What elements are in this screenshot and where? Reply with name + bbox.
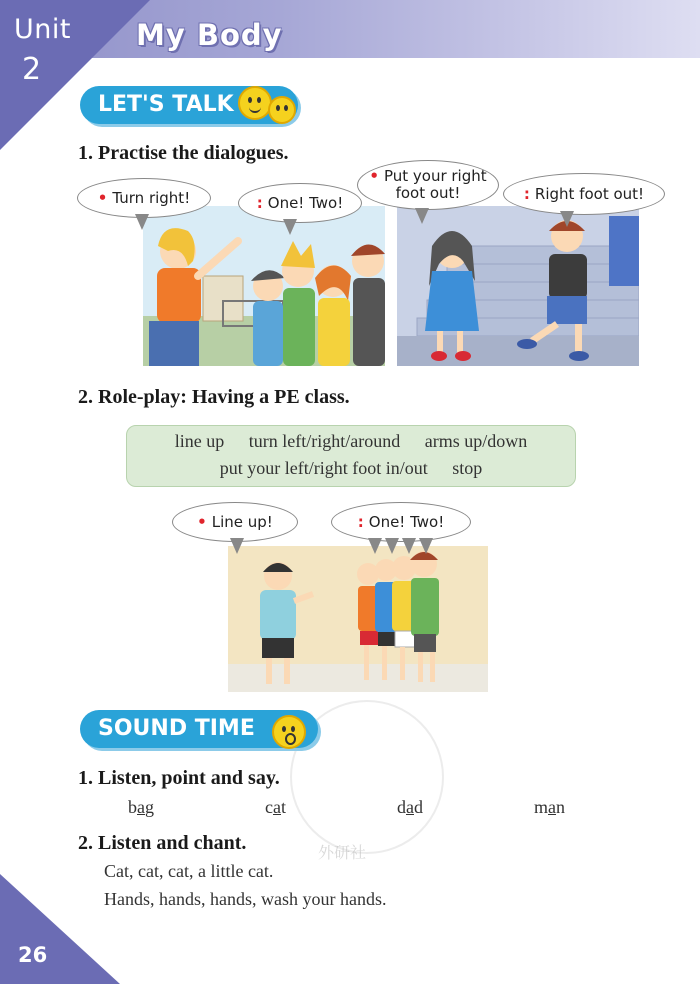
page-number: 26 bbox=[18, 943, 48, 967]
bubble-tail bbox=[560, 211, 574, 227]
bubble-text: Line up! bbox=[211, 512, 273, 531]
smiley-face-icon-2 bbox=[268, 96, 296, 124]
bubble-text: Put your right foot out! bbox=[383, 167, 487, 202]
bubble-line-up bbox=[172, 502, 298, 542]
unit-label: Unit bbox=[14, 14, 71, 45]
phrase-stop: stop bbox=[452, 458, 483, 478]
word-dad: dad bbox=[397, 797, 423, 817]
bubble-one-two-a bbox=[238, 183, 362, 223]
page-title: My Body bbox=[136, 18, 283, 52]
bubble-text: One! Two! bbox=[368, 512, 445, 531]
phrase-line-up: line up bbox=[174, 431, 225, 451]
bubble-put-foot bbox=[357, 160, 499, 210]
chant-line-1: Cat, cat, cat, a little cat. bbox=[104, 861, 274, 881]
phrase-row-1 bbox=[127, 431, 575, 452]
bubble-tail bbox=[419, 538, 433, 554]
bubble-text: One! Two! bbox=[267, 193, 344, 212]
bubble-tail bbox=[385, 538, 399, 554]
bubble-turn-right bbox=[77, 178, 211, 218]
classroom-illustration bbox=[143, 206, 385, 366]
bubble-one-two-b bbox=[331, 502, 471, 542]
surprised-face-icon bbox=[272, 715, 306, 749]
role-play-heading: 2. Role-play: Having a PE class. bbox=[78, 386, 350, 408]
stairs-illustration bbox=[397, 206, 639, 366]
bubble-tail bbox=[415, 208, 429, 224]
bubble-tail bbox=[135, 214, 149, 230]
phrase-box bbox=[126, 425, 576, 487]
word-man: man bbox=[534, 797, 566, 817]
colon-mark: : bbox=[357, 512, 364, 531]
phrase-arms: arms up/down bbox=[424, 431, 528, 451]
bubble-text: Right foot out! bbox=[534, 184, 645, 203]
scene-pe-class bbox=[228, 546, 488, 692]
listen-chant-heading: 2. Listen and chant. bbox=[78, 832, 247, 854]
scene-right-foot bbox=[397, 206, 639, 366]
phrase-foot: put your left/right foot in/out bbox=[219, 458, 428, 478]
bubble-tail bbox=[283, 219, 297, 235]
bullet-dot: • bbox=[197, 512, 207, 531]
scene-turn-right bbox=[143, 206, 385, 366]
listen-point-heading: 1. Listen, point and say. bbox=[78, 767, 280, 789]
lets-talk-label: LET'S TALK bbox=[98, 92, 234, 117]
bullet-dot: • bbox=[97, 188, 108, 207]
page-corner bbox=[0, 874, 120, 984]
watermark-text: 外研社 bbox=[318, 843, 367, 862]
practise-heading: 1. Practise the dialogues. bbox=[78, 142, 289, 164]
sound-time-label: SOUND TIME bbox=[98, 716, 255, 741]
colon-mark: : bbox=[256, 193, 263, 212]
pe-class-illustration bbox=[228, 546, 488, 692]
bubble-text: Turn right! bbox=[112, 188, 191, 207]
colon-mark: : bbox=[523, 184, 530, 203]
smiley-face-icon bbox=[238, 86, 272, 120]
bubble-tail bbox=[230, 538, 244, 554]
word-bag: bag bbox=[128, 797, 154, 817]
unit-number: 2 bbox=[22, 52, 42, 87]
phrase-turn: turn left/right/around bbox=[248, 431, 401, 451]
bubble-tail bbox=[402, 538, 416, 554]
bubble-tail bbox=[368, 538, 382, 554]
word-cat: cat bbox=[265, 797, 287, 817]
bullet-dot: • bbox=[369, 167, 379, 185]
chant-line-2: Hands, hands, hands, wash your hands. bbox=[104, 889, 387, 909]
bubble-right-foot bbox=[503, 173, 665, 215]
phrase-row-2 bbox=[127, 458, 575, 479]
